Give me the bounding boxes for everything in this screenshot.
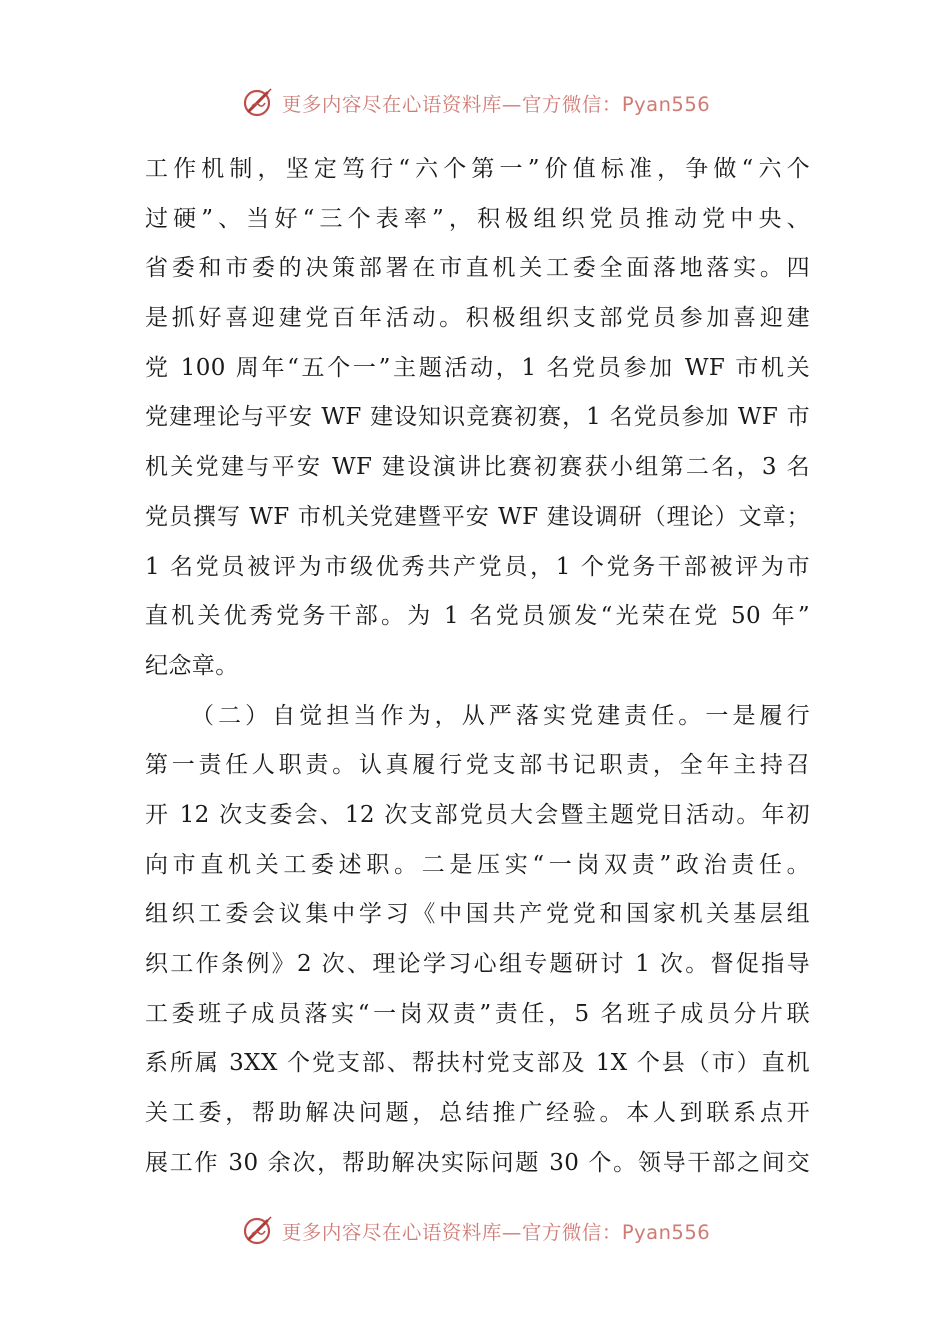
- text-line: 工委班子成员落实“一岗双责”责任，5 名班子成员分片联: [145, 1000, 810, 1027]
- text-line: 直机关优秀党务干部。为 1 名党员颁发“光荣在党 50 年”: [145, 603, 810, 630]
- paragraph-2: [145, 692, 810, 1189]
- section-heading-line: （二）自觉担当作为，从严落实党建责任。一是履行: [191, 702, 810, 729]
- watermark-footer: [0, 1211, 950, 1251]
- text-line: 展工作 30 余次，帮助解决实际问题 30 个。领导干部之间交: [145, 1149, 810, 1176]
- text-line: 系所属 3XX 个党支部、帮扶村党支部及 1X 个县（市）直机: [145, 1050, 810, 1077]
- pen-logo-icon: [240, 85, 276, 121]
- text-line: 是抓好喜迎建党百年活动。积极组织支部党员参加喜迎建: [145, 305, 810, 332]
- text-line: 纪念章。: [145, 652, 239, 679]
- text-line: 工作机制，坚定笃行“六个第一”价值标准，争做“六个: [145, 156, 810, 182]
- text-line: 机关党建与平安 WF 建设演讲比赛初赛获小组第二名，3 名: [145, 454, 810, 481]
- paragraph-1: [145, 145, 810, 692]
- watermark-header: [0, 83, 950, 123]
- text-line: 1 名党员被评为市级优秀共产党员，1 个党务干部被评为市: [145, 553, 810, 580]
- text-line: 第一责任人职责。认真履行党支部书记职责，全年主持召: [145, 752, 810, 779]
- text-line: 开 12 次支委会、12 次支部党员大会暨主题党日活动。年初: [145, 801, 810, 828]
- document-body: [145, 145, 810, 1188]
- text-line: 过硬”、当好“三个表率”，积极组织党员推动党中央、: [145, 205, 810, 232]
- text-line: 向市直机关工委述职。二是压实“一岗双责”政治责任。: [145, 851, 810, 878]
- text-line: 党建理论与平安 WF 建设知识竞赛初赛，1 名党员参加 WF 市: [145, 404, 810, 431]
- text-line: 党员撰写 WF 市机关党建暨平安 WF 建设调研（理论）文章；: [145, 503, 810, 530]
- text-line: 党 100 周年“五个一”主题活动，1 名党员参加 WF 市机关: [145, 354, 810, 381]
- pen-logo-icon: [240, 1213, 276, 1249]
- text-line: 组织工委会议集中学习《中国共产党党和国家机关基层组: [145, 901, 810, 928]
- text-line: 关工委，帮助解决问题，总结推广经验。本人到联系点开: [145, 1100, 810, 1127]
- watermark-text: 更多内容尽在心语资料库—官方微信：Pyan556: [281, 93, 711, 116]
- watermark-text: 更多内容尽在心语资料库—官方微信：Pyan556: [281, 1221, 711, 1244]
- text-line: 省委和市委的决策部署在市直机关工委全面落地落实。四: [145, 255, 810, 282]
- text-line: 织工作条例》2 次、理论学习心组专题研讨 1 次。督促指导: [145, 951, 810, 977]
